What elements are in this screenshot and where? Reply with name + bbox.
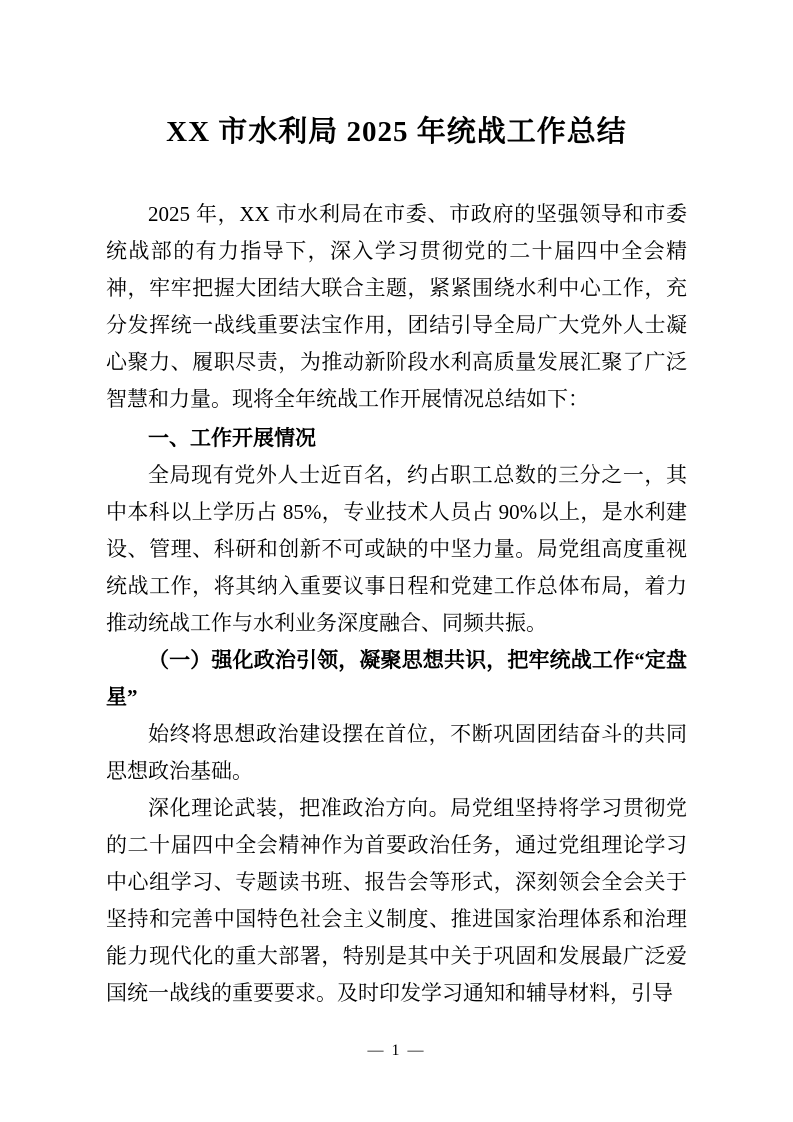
section-heading-1: 一、工作开展情况 bbox=[148, 427, 316, 450]
paragraph-political-foundation: 始终将思想政治建设摆在首位，不断巩固团结奋斗的共同思想政治基础。 bbox=[106, 722, 687, 783]
paragraph-intro: 2025 年，XX 市水利局在市委、市政府的坚强领导和市委统战部的有力指导下，深入学习贯彻党的二十届四中全会精神，牢牢把握大团结大联合主题，紧紧围绕水利中心工作，充分发挥统一战线重要法宝作用，团结引导全局广大党外人士凝心聚力、履职尽责，为推动新阶段水利高质量发展汇聚了广泛智慧和力量。现将全年统战工作开展情况总结如下： bbox=[106, 202, 687, 411]
paragraph-theory-study: 深化理论武装，把准政治方向。局党组坚持将学习贯彻党的二十届四中全会精神作为首要政治任务，通过党组理论学习中心组学习、专题读书班、报告会等形式，深刻领会全会关于坚持和完善中国特色社会主义制度、推进国家治理体系和治理能力现代化的重大部署，特别是其中关于巩固和发展最广泛爱国统一战线的重要要求。及时印发学习通知和辅导材料，引导 bbox=[106, 796, 687, 1005]
page-number: — 1 — bbox=[367, 1042, 426, 1059]
subsection-heading-1: （一）强化政治引领，凝聚思想共识，把牢统战工作“定盘星” bbox=[106, 648, 687, 709]
paragraph-overview: 全局现有党外人士近百名，约占职工总数的三分之一，其中本科以上学历占 85%，专业技术人员占 90%以上，是水利建设、管理、科研和创新不可或缺的中坚力量。局党组高度重视统战工作，将其纳入重要议事日程和党建工作总体布局，着力推动统战工作与水利业务深度融合、同频共振。 bbox=[106, 463, 687, 635]
document-title: XX 市水利局 2025 年统战工作总结 bbox=[166, 116, 627, 148]
document-content bbox=[106, 110, 687, 1012]
page-footer bbox=[0, 1042, 793, 1060]
